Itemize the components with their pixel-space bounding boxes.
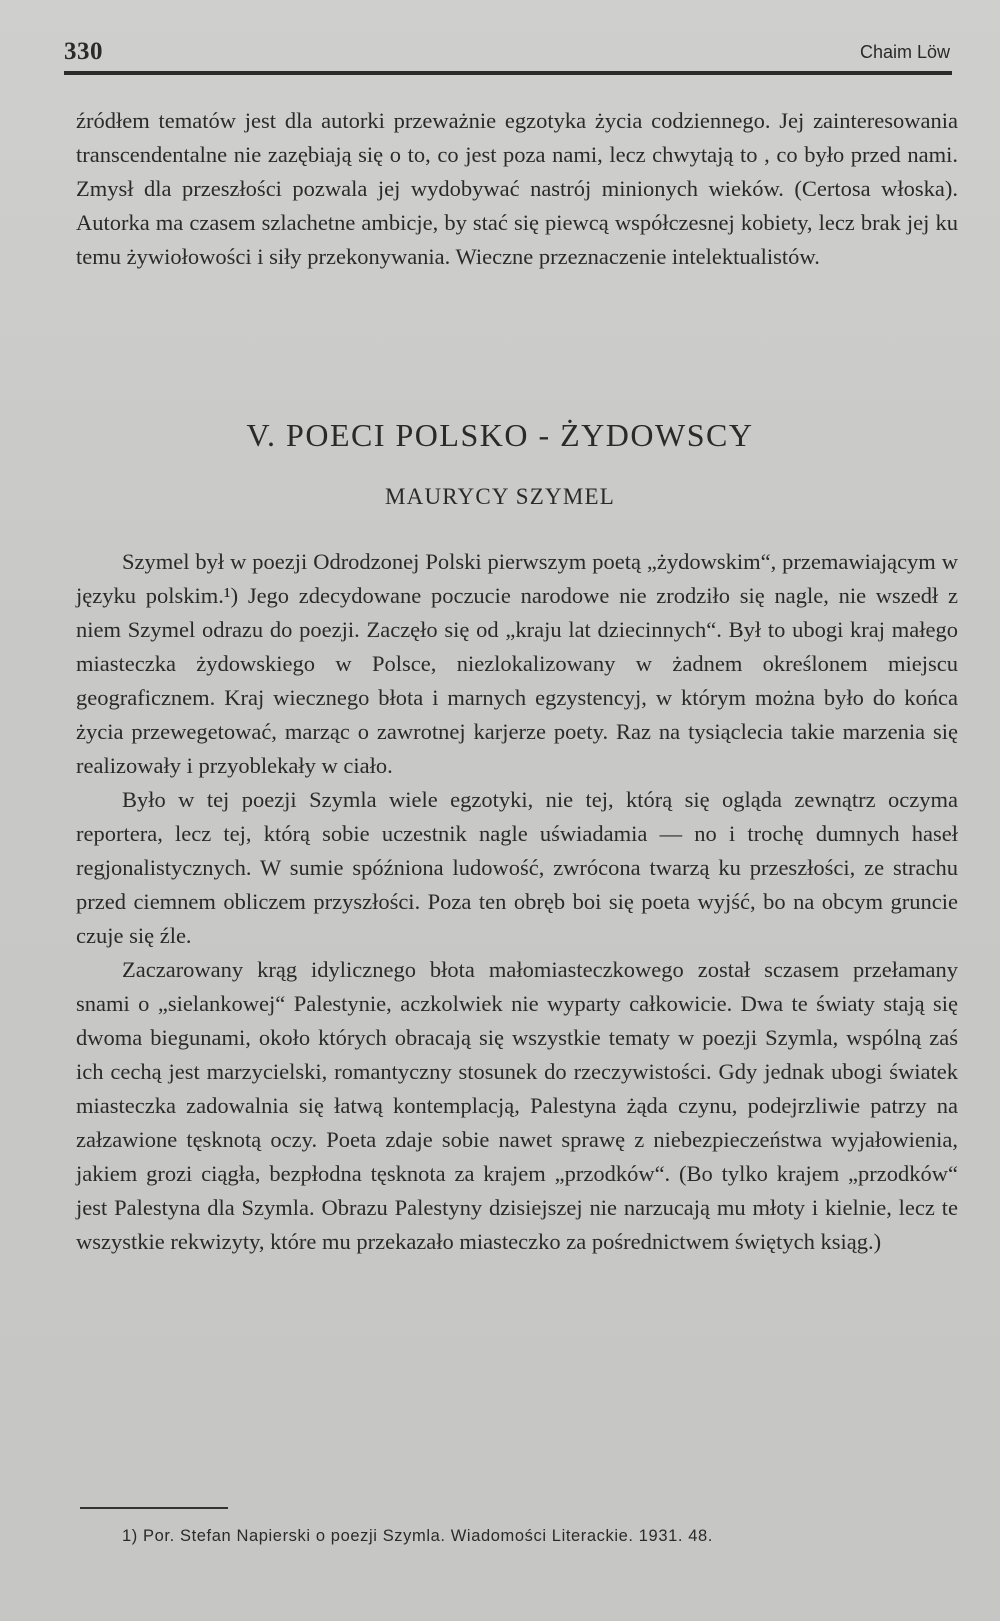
- intro-paragraph-block: [76, 104, 958, 274]
- page-number: 330: [64, 38, 103, 65]
- section-heading: MAURYCY SZYMEL: [385, 484, 615, 509]
- header-rule: [64, 71, 952, 75]
- chapter-heading: V. POECI POLSKO - ŻYDOWSCY: [246, 417, 754, 453]
- paragraph: Było w tej poezji Szymla wiele egzotyki, nie tej, którą się ogląda zewnątrz oczyma reportera, lecz tej, którą sobie uczestnik nagle uświadamia — no i trochę dumnych haseł regjonalistycznych. W sumie spóźniona ludowość, zwrócona twarzą ku przeszłości, ze strachu przed ciemnem obliczem przyszłości. Poza ten obręb boi się poeta wyjść, bo na obcym gruncie czuje się źle.: [76, 787, 958, 948]
- running-head: Chaim Löw: [859, 42, 950, 62]
- footnote-rule: [80, 1507, 228, 1509]
- paragraph: Szymel był w poezji Odrodzonej Polski pierwszym poetą „żydowskim“, przemawiającym w języku polskim.¹) Jego zdecydowane poczucie narodowe nie zrodziło się nagle, nie wszedł z niem Szymel odrazu do poezji. Zaczęło się od „kraju lat dziecinnych“. Był to ubogi kraj małego miasteczka żydowskiego w Polsce, niezlokalizowany w żadnem określonem miejscu geograficznem. Kraj wiecznego błota i marnych egzystencyj, w którym można było do końca życia przewegetować, marząc o zawrotnej karjerze poety. Raz na tysiąclecia takie marzenia się realizowały i przyoblekały w ciało.: [76, 549, 958, 778]
- intro-paragraph: źródłem tematów jest dla autorki przeważnie egzotyka życia codziennego. Jej zainteresowania transcendentalne nie zazębiają się o to, co jest poza nami, lecz chwytają to , co było przed nami. Zmysł dla przeszłości pozwala jej wydobywać nastrój minionych wieków. (Certosa włoska). Autorka ma czasem szlachetne ambicje, by stać się piewcą współczesnej kobiety, lecz brak jej ku temu żywiołowości i siły przekonywania. Wieczne przeznaczenie intelektualistów.: [76, 108, 958, 269]
- paragraph: Zaczarowany krąg idylicznego błota małomiasteczkowego został sczasem przełamany snami o „sielankowej“ Palestynie, aczkolwiek nie wyparty całkowicie. Dwa te światy stają się dwoma biegunami, około których obracają się wszystkie tematy w poezji Szymla, wspólną zaś ich cechą jest marzycielski, romantyczny stosunek do rzeczywistości. Gdy jednak ubogi światek miasteczka zadowalnia się łatwą kontemplacją, Palestyna żąda czynu, podejrzliwie patrzy na załzawione tęsknotą oczy. Poeta zdaje sobie nawet sprawę z niebezpieczeństwa wyjałowienia, jakiem grozi ciągła, bezpłodna tęsknota za krajem „przodków“. (Bo tylko krajem „przodków“ jest Palestyna dla Szymla. Obrazu Palestyny dzisiejszej nie narzucają mu młoty i kielnie, lecz te wszystkie rekwizyty, które mu przekazało miasteczko za pośrednictwem świętych ksiąg.): [76, 957, 958, 1254]
- body-text: [76, 545, 958, 1259]
- footnote: 1) Por. Stefan Napierski o poezji Szymla. Wiadomości Literackie. 1931. 48.: [122, 1527, 713, 1545]
- page-header: [64, 38, 950, 68]
